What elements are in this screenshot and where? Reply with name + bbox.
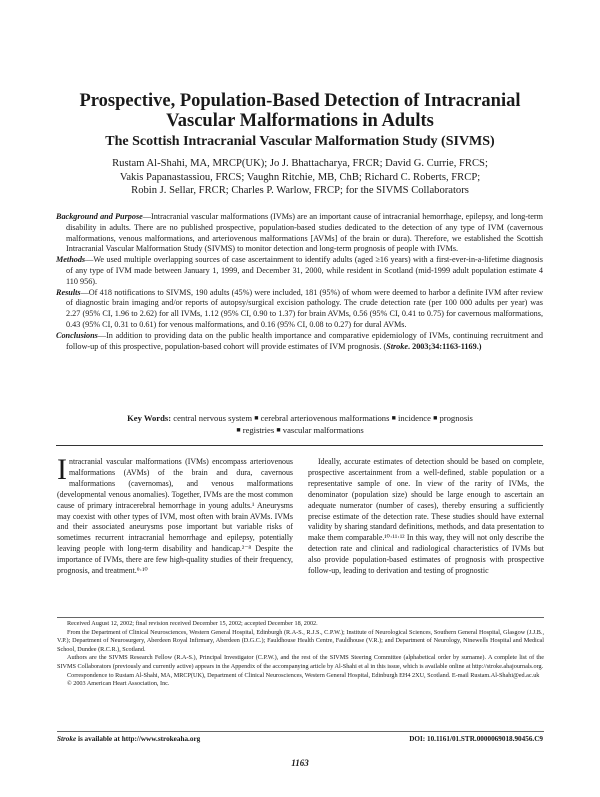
keyword-separator: ■ (236, 426, 241, 434)
keyword: prognosis (439, 413, 473, 423)
author-line-1: Rustam Al-Shahi, MA, MRCP(UK); Jo J. Bhattacharya, FRCR; David G. Currie, FRCS; (112, 158, 488, 169)
footnote-authors: Authors are the SIVMS Research Fellow (R.A-S.), Principal Investigator (C.P.W.), and the rest of the SIVMS Steering Committee (alphabetical order by surname). A complete list of the SIVMS Collaborators (previously and currently active) appears in the Appendix of the accompanying article by Al-Shahi et al in this issue, which is available online at http://stroke.ahajournals.org. (57, 654, 544, 670)
article-subtitle: The Scottish Intracranial Vascular Malformation Study (SIVMS) (105, 134, 495, 149)
footer-divider (57, 731, 544, 732)
background-label: Background and Purpose (56, 212, 143, 221)
abstract-background (56, 212, 543, 255)
article-title (40, 91, 560, 131)
keyword: cerebral arteriovenous malformations (260, 413, 390, 423)
abstract-methods (56, 255, 543, 287)
results-text: —Of 418 notifications to SIVMS, 190 adults (45%) were included, 181 (95%) of whom were deemed to harbor a definite IVM after review of diagnostic brain imaging and/or reports of autopsy/surgical excision pathology. The crude detection rate (per 100 000 adults per year) was 2.27 (95% CI, 1.96 to 2.62) for all IVMs, 1.12 (95% CI, 0.90 to 1.37) for brain AVMs, 0.56 (95% CI, 0.41 to 0.75) for cavernous malformations, 0.43 (95% CI, 0.31 to 0.61) for venous malformations, and 0.16 (95% CI, 0.08 to 0.27) for dural AVMs. (66, 287, 543, 329)
body-column-left (57, 453, 293, 577)
abstract-results (56, 288, 543, 331)
keyword: registries (242, 425, 275, 435)
keywords (80, 412, 520, 436)
author-line-3: Robin J. Sellar, FRCR; Charles P. Warlow, FRCP; for the SIVMS Collaborators (131, 185, 469, 197)
footnote-received: Received August 12, 2002; final revision received December 15, 2002; accepted December 18, 2002. (67, 620, 318, 627)
footer-journal: Stroke (57, 735, 77, 743)
title-line-1: Prospective, Population-Based Detection of Intracranial (79, 91, 521, 111)
keyword-separator: ■ (433, 414, 438, 422)
abstract (56, 212, 543, 352)
title-line-2: Vascular Malformations in Adults (166, 111, 434, 131)
abstract-conclusions (56, 331, 543, 353)
keyword: central nervous system (173, 413, 253, 423)
keyword-separator: ■ (254, 414, 259, 422)
footnote-divider (57, 617, 544, 618)
keyword: incidence (397, 413, 431, 423)
doi: DOI: 10.1161/01.STR.0000069018.90456.C9 (409, 735, 543, 743)
citation-journal: Stroke (386, 341, 409, 351)
footnote-copyright: © 2003 American Heart Association, Inc. (67, 680, 170, 688)
methods-text: —We used multiple overlapping sources of case ascertainment to identify adults (aged ≥16 years) with a first-ever-in-a-lifetime diagnosis of any type of IVM made between January 1, 1999, and December 31, 2000, while resident in Scotland (mid-1999 adult population estimate 4 110 956). (66, 255, 543, 286)
intro-text: ntracranial vascular malformations (IVMs) encompass arteriovenous malformations (AVMs) of the brain and dura, cavernous malformations (cavernomas), and venous malformations (developmental venous anomalies). Together, IVMs are the most common cause of primary intracerebral hemorrhage in young adults.¹ Aneurysms may coexist with other types of IVM, most often with brain AVMs. IVMs and their associated aneurysms pose important but variable risks of sometimes recurrent intracranial hemorrhage and epilepsy, potentially leaving people with long-term disability and handicap.²⁻⁸ Despite the importance of IVMs, there are few high-quality studies of their frequency, prognosis, and treatment.⁹·¹⁰ (57, 457, 293, 576)
body-paragraph: Ideally, accurate estimates of detection should be based on complete, prospective ascertainment from a well-defined, stable population or a representative sample of one. In view of the rarity of IVMs, the denominator (population size) should be large enough to ascertain an adequate numerator (number of cases), thereby ensuring a sufficiently precise estimate of the detection rate. These studies should have external validity by sharing standard definitions, methods, and data presentation to make them comparable.¹⁰·¹¹·¹² In this way, they will not only describe the detection rate and clinical and radiological characteristics of IVMs but also provide population-based estimates of prognosis with prospective follow-up, leading to derivation and testing of prognostic (308, 457, 544, 576)
author-line-2: Vakis Papanastassiou, FRCS; Vaughn Ritchie, MB, ChB; Richard C. Roberts, FRCP; (119, 171, 481, 183)
footnote-correspondence: Correspondence to Rustam Al-Shahi, MA, MRCP(UK), Department of Clinical Neurosciences, Western General Hospital, Edinburgh EH4 2XU, Scotland. E-mail Rustam.Al-Shahi@ed.ac.uk (67, 671, 540, 679)
background-text: —Intracranial vascular malformations (IVMs) are an important cause of intracranial hemorrhage, epilepsy, and long-term disability in adults. There are no published prospective, population-based studies dedicated to the detection of any type of IVM (cavernous malformations, venous malformations, and arteriovenous malformations [AVMs] of the brain or dura). Therefore, we established the Scottish Intracranial Vascular Malformation Study (SIVMS) to monitor detection and long-term prognosis of people with IVMs. (66, 212, 543, 254)
footnote-affiliations: From the Department of Clinical Neurosciences, Western General Hospital, Edinburgh (R.A-S., R.J.S., C.P.W.); Institute of Neurological Sciences, Southern General Hospital, Glasgow (J.J.B., V.P.); Department of Neurosurgery, Aberdeen Royal Infirmary, Aberdeen (D.G.C.); Fauldhouse Health Centre, Fauldhouse (V.R.); and Department of Neurology, Ninewells Hospital and Medical School, Dundee (R.C.R.), Scotland. (57, 628, 544, 653)
keyword: vascular malformations (282, 425, 364, 435)
footnotes (57, 620, 544, 689)
journal-availability (57, 735, 200, 743)
keyword-separator: ■ (391, 414, 396, 422)
drop-cap: I (57, 453, 67, 486)
intro-paragraph (57, 453, 293, 577)
section-divider (56, 445, 543, 446)
results-label: Results (56, 287, 81, 297)
footer-available: is available at http://www.strokeaha.org (76, 735, 201, 743)
conclusions-label: Conclusions (56, 330, 98, 340)
keywords-label: Key Words: (127, 413, 172, 423)
page-number: 1163 (291, 758, 309, 768)
conclusions-text: —In addition to providing data on the public health importance and comparative epidemiology of IVMs, continuing recruitment and follow-up of this prospective, population-based cohort will provide estimates of IVM prognosis. ( (66, 330, 543, 351)
methods-label: Methods (56, 255, 86, 265)
body-column-right (308, 457, 544, 577)
keyword-separator: ■ (276, 426, 281, 434)
author-list (60, 157, 540, 198)
citation-rest: . 2003;34:1163-1169.) (408, 341, 482, 351)
